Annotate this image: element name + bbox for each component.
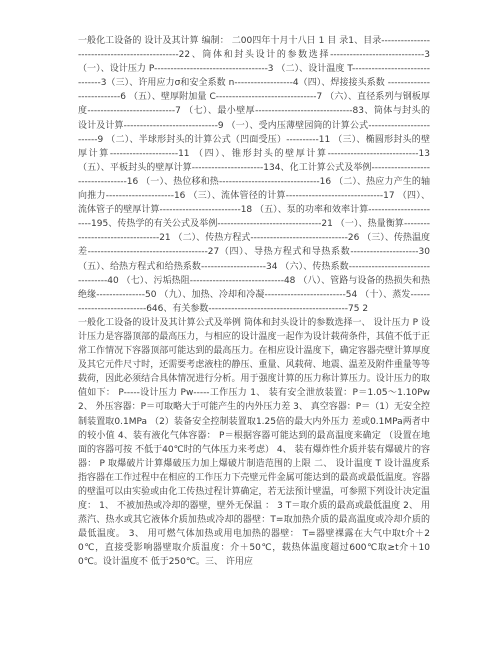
- table-of-contents: 一般化工设备的 设计及其计算 编制： 二00四年十月十八日 1 目 录1、目录----------------------------------------------22、筒体和封头设计的参数选择-----------------------------3 （一）、设计压力 P-----------------------------------3 （二）、设计温度 T-------------------------------3（三）、许用应力σ和安全系数 n------------------4（四）、焊接接头系数 --------------------------6 （五）、壁厚附加量 C-------------------------------7 （六）、直径系列与钢板厚度---------------------------7 （七）、最小壁厚------------------------------83、筒体与封头的设计及计算-----------------------------9 （一）、受内压薄壁园筒的计算公式-------------------------9 （二）、半球形封头的计算公式（凹面受压）----------11 （三）、椭圆形封头的壁厚计算---------------------11 （四）、锥形封头的壁厚计算----------------------------13 （五）、平板封头的壁厚计算----------------------134、化工计算公式及举例---------------------------------16 （一）、热位移和热-------------------------------16 （二）、热应力产生的轴向推力---------------------16 （三）、流体管径的计算------------------------------17 （四）、流体管子的壁厚计算-------------------------18 （五）、泵的功率和效率计算-----------------------195、传热学的有关公式及举例--------------------------------21 （一）、热量衡算---------------------------------21 （二）、传热方程式------------------------------26 （三）、传热温度差-------------------------------------27（四）、导热方程式和导热系数---------------------30（五）、给热方程式和给热系数--------------------34 （六）、传热系数----------------------------------40 （七）、污垢热阻-----------------------------48 （八）、管路与设备的热损失和热绝缘---------------50 （九）、加热、冷却和冷凝-------------------------54 （十）、蒸发---------------------------646、有关参数-------------------------------------------75 2: [78, 36, 430, 314]
- document-page: [78, 34, 430, 570]
- body-text: 一般化工设备的设计及其计算公式及举例 筒体和封头设计的参数选择一、 设计压力 P 设计压力是容器顶部的最高压力，与相应的设计温度一起作为设计载荷条件，其值不低于正常工作情况下容器顶部可能达到的最高压力。在相应设计温度下，确定容器壳壁计算厚度及其它元件尺寸时，还需要考虑液柱的静压、重量、风载荷、地震、温差及附件重量等等载荷，因此必须结合具体情况进行分析。用于强度计算的压力称计算压力。设计压力的取值如下： P-----设计压力 Pw-----工作压力 1、 装有安全泄放装置：P＝1.05～1.10Pw 2、 外压容器：P＝可取略大于可能产生的内外压力差 3、 真空容器：P＝（1）无安全控制装置取0.1MPa （2）装备安全控制装置取1.25倍的最大内外压力 差或0.1MPa两者中的较小值 4、装有液化气体容器： P＝根据容器可能达到的最高温度来确定 （设置在地面的容器可按 不低于40℃时的气体压力来考虑） 4、 装有爆炸性介质并装有爆破片的容器： P 取爆破片计算爆破压力加上爆破片制造范围的上限 二、 设计温度 T 设计温度系指容器在工作过程中在相应的工作压力下壳壁元件金属可能达到的最高或最低温度。容器的壁温可以由实验或由化工传热过程计算确定，若无法预计壁温，可参照下列设计决定温度： 1、 不被加热或冷却的器壁，壁外无保温 ： 3 T＝取介质的最高或最低温度 2、 用蒸汽、热水或其它液体介质加热或冷却的器壁：T=取加热介质的最高温度或冷却介质的最低温度。 3、 用可燃气体加热或用电加热的器壁： T=器壁裸露在大气中取t介＋20℃，直接受影响器壁取介质温度：介＋50℃，载热体温度超过600℃取≥t介＋100℃。设计温度不 低于250℃。三、 许用应: [78, 317, 430, 568]
